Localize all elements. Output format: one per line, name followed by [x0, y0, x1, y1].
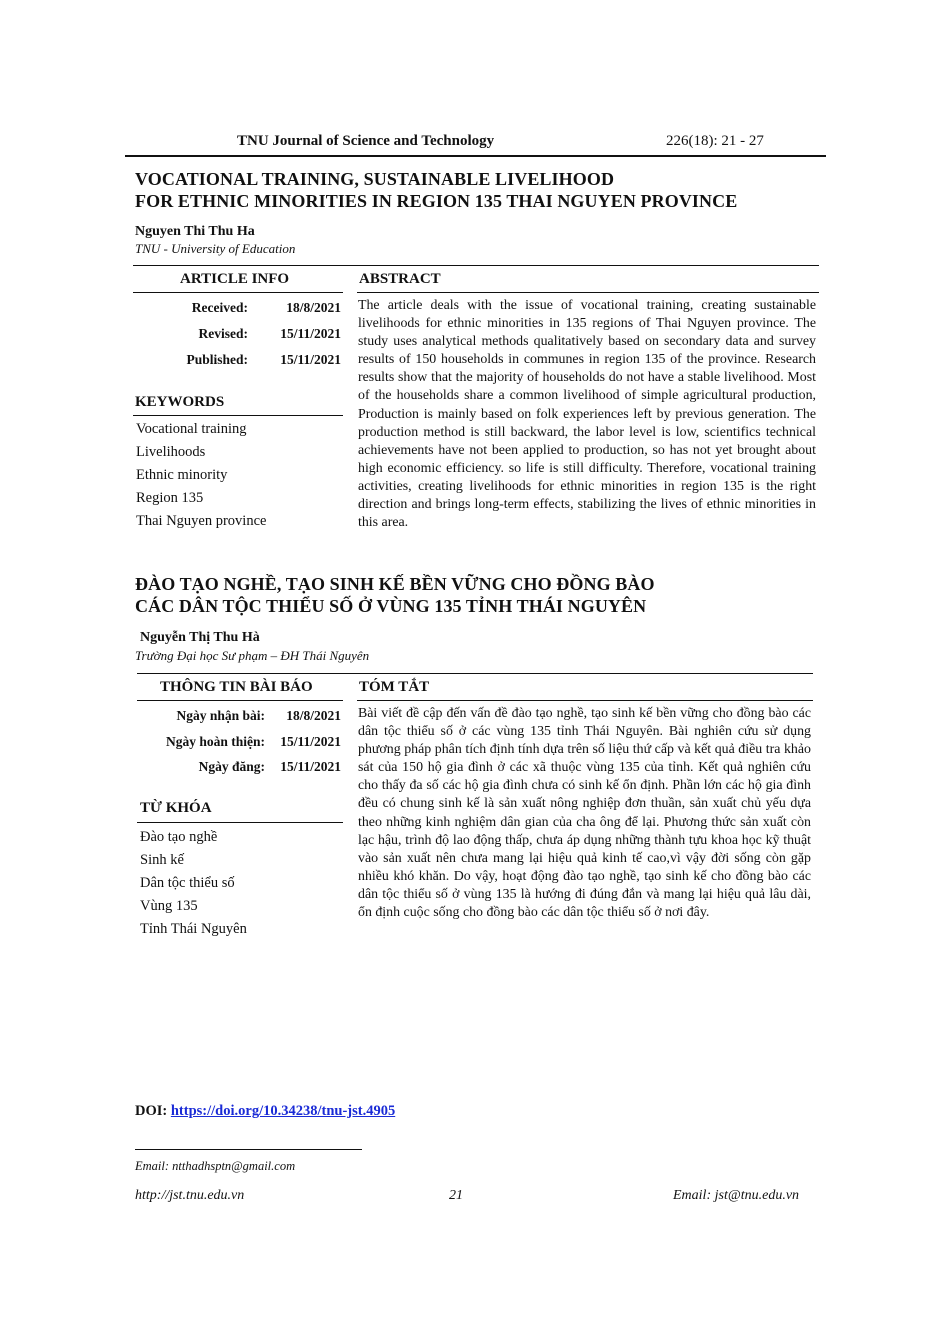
article-info-heading: ARTICLE INFO	[180, 271, 290, 287]
tu-khoa-item: Tỉnh Thái Nguyên	[140, 921, 247, 937]
ngay-hoan-thien-date: 15/11/2021	[280, 734, 341, 749]
ngay-nhan-label: Ngày nhận bài:	[176, 708, 265, 723]
doi-line	[135, 1103, 395, 1120]
ngay-hoan-thien-label: Ngày hoàn thiện:	[165, 734, 265, 749]
author-email: Email: ntthadhsptn@gmail.com	[135, 1159, 296, 1173]
received-label: Received:	[191, 300, 248, 315]
footer-email[interactable]: Email: jst@tnu.edu.vn	[673, 1188, 800, 1203]
vietnamese-title-line-2: CÁC DÂN TỘC THIỂU SỐ Ở VÙNG 135 TỈNH THÁI NGUYÊN	[135, 596, 647, 616]
journal-name: TNU Journal of Science and Technology	[237, 133, 495, 149]
vietnamese-top-rule	[137, 673, 813, 674]
header-rule	[125, 155, 826, 157]
footer-page-number: 21	[449, 1188, 463, 1203]
english-info-rule	[133, 292, 343, 293]
revised-label: Revised:	[198, 326, 248, 341]
volume-pages: 226(18): 21 - 27	[666, 133, 764, 149]
tu-khoa-rule	[137, 822, 343, 823]
vietnamese-affiliation: Trường Đại học Sư phạm – ĐH Thái Nguyên	[135, 648, 370, 663]
published-date: 15/11/2021	[280, 352, 341, 367]
tu-khoa-item: Vùng 135	[140, 898, 198, 914]
english-abstract-rule	[357, 292, 819, 293]
keyword-item: Region 135	[136, 490, 204, 506]
english-title-line-2: FOR ETHNIC MINORITIES IN REGION 135 THAI NGUYEN PROVINCE	[135, 191, 738, 211]
tu-khoa-item: Đào tạo nghề	[140, 829, 218, 845]
vietnamese-title-line-1: ĐÀO TẠO NGHỀ, TẠO SINH KẾ BỀN VỮNG CHO ĐỒNG BÀO	[135, 574, 655, 594]
english-top-rule	[133, 265, 819, 266]
footnote-rule	[135, 1149, 362, 1150]
keyword-item: Livelihoods	[136, 444, 206, 460]
revised-date: 15/11/2021	[280, 326, 341, 341]
keyword-item: Vocational training	[136, 421, 247, 437]
tom-tat-heading: TÓM TẮT	[359, 679, 430, 695]
ngay-dang-date: 15/11/2021	[280, 759, 341, 774]
ngay-nhan-date: 18/8/2021	[286, 708, 341, 723]
keyword-item: Thai Nguyen province	[136, 513, 267, 529]
vietnamese-author: Nguyễn Thị Thu Hà	[140, 630, 260, 645]
tu-khoa-item: Sinh kế	[140, 852, 184, 868]
english-title-line-1: VOCATIONAL TRAINING, SUSTAINABLE LIVELIHOOD	[135, 169, 615, 189]
keywords-heading: KEYWORDS	[135, 394, 225, 410]
english-abstract-text: The article deals with the issue of vocational training, creating sustainable livelihoods for ethnic minorities in 135 regions of Thai Nguyen province. The study uses analytical methods qualitatively based on secondary data and survey results of 150 households in communes in region 135 of the province. Research results show that the majority of households do not have a stable livelihood. Most of the households share a common livelihood of simple agricultural production, Production is mainly based on folk experiences left by previous generation. The production method is still backward, the labor level is low, scientifics technical achievements have not been applied to production, so has not yet brought about high economic efficiency. so life is still difficulty. Therefore, vocational training activities, creating livelihoods for ethnic minorities in region 135 is the right direction and brings long-term effects, stabilizing the lives of ethnic minorities in this area.	[358, 298, 816, 531]
doi-label: DOI:	[135, 1103, 171, 1119]
vietnamese-abstract-text: Bài viết đề cập đến vấn đề đào tạo nghề, tạo sinh kế bền vững cho đồng bào các dân tộc thiểu số ở các vùng 135 tỉnh Thái Nguyên. Bài nghiên cứu sử dụng phương pháp phân tích định tính dựa trên số liệu thứ cấp và kết quả điều tra khảo sát của 150 hộ gia đình ở các xã thuộc vùng 135 của tỉnh. Kết quả nghiên cứu cho thấy đa số các hộ gia đình chưa có sinh kế ổn định. Phần lớn các hộ gia đình đều có chung sinh kế là sản xuất nông nghiệp đơn thuần, sản xuất chủ yếu dựa theo những kinh nghiệm dân gian của cha ông để lại. Phương thức sản xuất còn lạc hậu, trình độ lao động thấp, chưa áp dụng những thành tựu khoa học kỹ thuật vào sản xuất nên chưa mang lại hiệu quả kinh tế cao,vì vậy đời sống còn gặp nhiều khó khăn. Do vậy, hoạt động đào tạo nghề, tạo sinh kế cho đồng bào các dân tộc thiểu số ở vùng 135 là hướng đi đúng đắn và mang lại hiệu quả lâu dài, ổn định cuộc sống cho đồng bào các dân tộc thiểu số ở nơi đây.	[358, 706, 811, 921]
vietnamese-abstract-rule	[357, 700, 813, 701]
ngay-dang-label: Ngày đăng:	[198, 759, 265, 774]
tu-khoa-item: Dân tộc thiểu số	[140, 875, 235, 891]
received-date: 18/8/2021	[286, 300, 341, 315]
english-author: Nguyen Thi Thu Ha	[135, 224, 255, 239]
english-affiliation: TNU - University of Education	[135, 241, 296, 256]
footer-website[interactable]: http://jst.tnu.edu.vn	[135, 1188, 245, 1203]
keywords-rule	[133, 415, 343, 416]
published-label: Published:	[186, 352, 248, 367]
tu-khoa-heading: TỪ KHÓA	[140, 800, 212, 816]
vietnamese-info-rule	[137, 700, 343, 701]
abstract-heading: ABSTRACT	[359, 271, 441, 287]
doi-link[interactable]: https://doi.org/10.34238/tnu-jst.4905	[170, 1103, 396, 1119]
thong-tin-heading: THÔNG TIN BÀI BÁO	[160, 679, 313, 695]
keyword-item: Ethnic minority	[136, 467, 228, 483]
